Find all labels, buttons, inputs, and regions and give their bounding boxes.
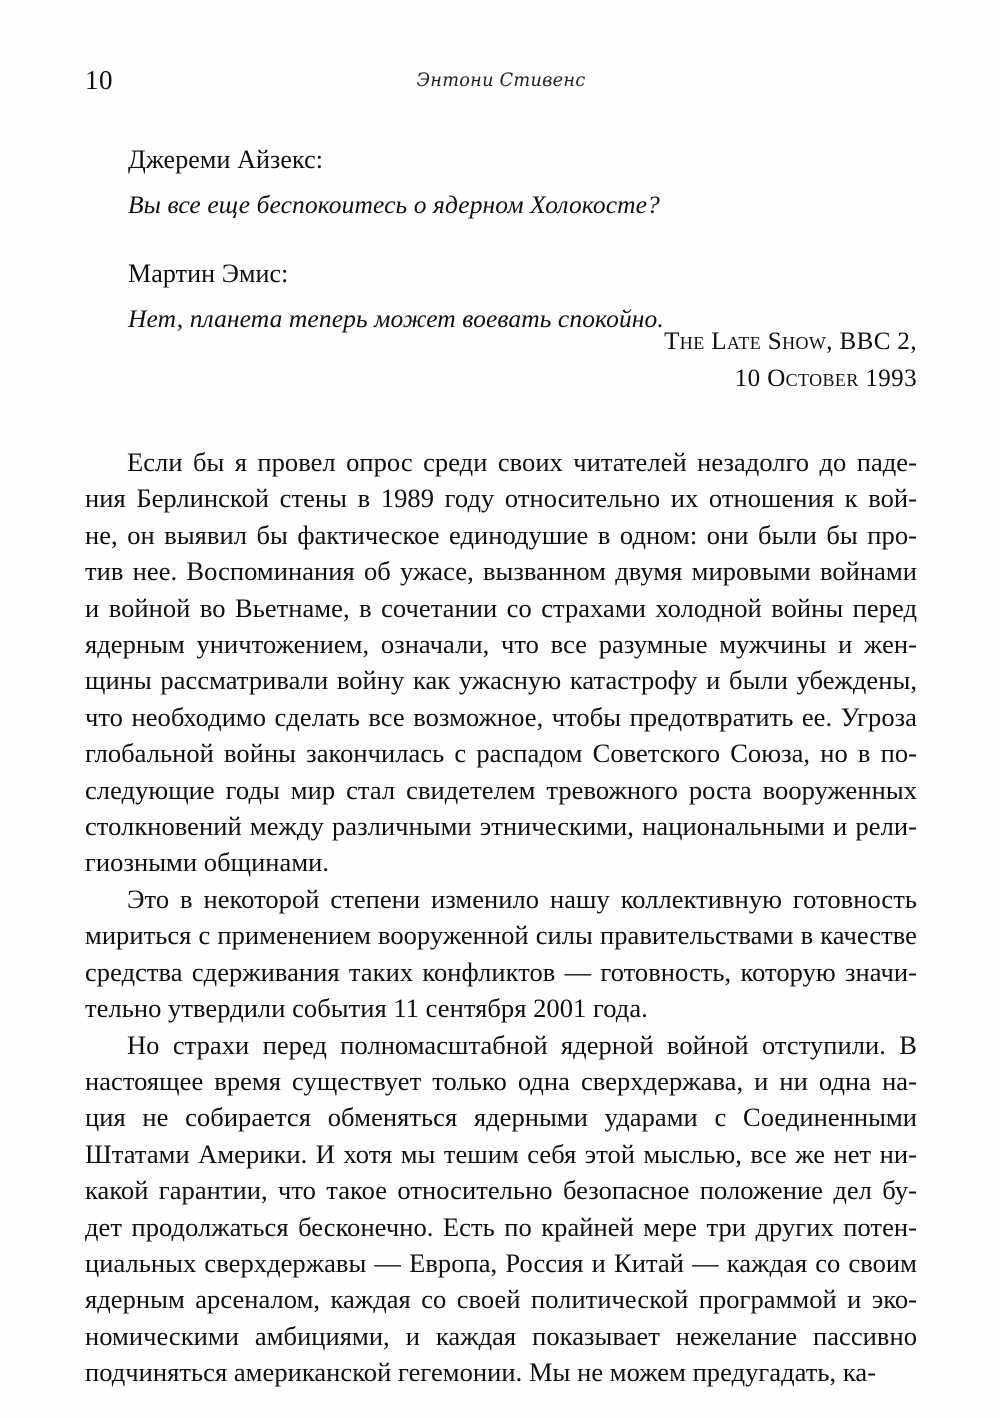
text-line: гиозными общинами. bbox=[85, 847, 330, 878]
text-line: средства сдерживания таких конфликтов — готовность, которую значи- bbox=[85, 956, 917, 987]
running-header bbox=[85, 63, 917, 97]
text-line: мириться с применением вооруженной силы правительствами в качестве bbox=[85, 920, 917, 951]
text-line: ядерным уничтожением, означали, что все разумные мужчины и жен- bbox=[85, 629, 917, 660]
text-line: дет продолжаться бесконечно. Есть по крайней мере три других потен- bbox=[85, 1211, 917, 1242]
text-line: ния Берлинской стены в 1989 году относительно их отношения к вой- bbox=[85, 483, 917, 514]
paragraph bbox=[85, 444, 917, 881]
epigraph-speaker-name: Мартин Эмис: bbox=[128, 259, 289, 288]
text-line: и войной во Вьетнаме, в сочетании со страхами холодной войны перед bbox=[85, 592, 917, 623]
paragraph bbox=[85, 1027, 917, 1391]
running-head-author: Энтони Стивенс bbox=[416, 69, 586, 91]
text-line: щины рассматривали войну как ужасную катастрофу и были убеждены, bbox=[85, 665, 917, 696]
text-line: что необходимо сделать все возможное, чтобы предотвратить ее. Угроза bbox=[85, 701, 917, 732]
epigraph-block bbox=[128, 137, 917, 341]
text-line: Штатами Америки. И хотя мы тешим себя этой мыслью, все же нет ни- bbox=[85, 1138, 917, 1169]
text-line: настоящее время существует только одна сверхдержава, и ни одна на- bbox=[85, 1065, 917, 1096]
text-line: Но страхи перед полномасштабной ядерной войной отступили. В bbox=[127, 1029, 917, 1060]
page-number: 10 bbox=[85, 65, 113, 95]
paragraph bbox=[85, 881, 917, 1027]
text-line: глобальной войны закончилась с распадом Советского Союза, но в по- bbox=[85, 738, 917, 769]
epigraph-exchange bbox=[128, 137, 917, 227]
epigraph-speaker-name: Джереми Айзекс: bbox=[128, 145, 324, 174]
text-line: ция не собирается обменяться ядерными ударами с Соединенными bbox=[85, 1102, 917, 1133]
text-line: тив нее. Воспоминания об ужасе, вызванном двумя мировыми войнами bbox=[85, 556, 917, 587]
text-line: Если бы я провел опрос среди своих читателей незадолго до паде- bbox=[127, 447, 917, 477]
text-line: тельно утвердили события 11 сентября 2001 года. bbox=[85, 993, 648, 1024]
text-line: циальных сверхдержавы — Европа, Россия и Китай — каждая со своим bbox=[85, 1247, 917, 1278]
text-line: подчиняться американской гегемонии. Мы не можем предугадать, ка- bbox=[85, 1357, 877, 1388]
text-line: столкновений между различными этническими, национальными и рели- bbox=[85, 811, 917, 842]
attribution-source: The Late Show, BBC 2, bbox=[664, 328, 917, 355]
text-line: следующие годы мир стал свидетелем тревожного роста вооруженных bbox=[85, 774, 917, 805]
text-line: какой гарантии, что такое относительно безопасное положение дел бу- bbox=[85, 1175, 917, 1206]
epigraph-attribution bbox=[128, 323, 917, 397]
epigraph-speech-text: Вы все еще беспокоитесь о ядерном Холокосте? bbox=[128, 190, 660, 219]
text-line: ядерным арсеналом, каждая со своей политической программой и эко- bbox=[85, 1284, 917, 1315]
text-line: Это в некоторой степени изменило нашу коллективную готовность bbox=[127, 883, 917, 914]
attribution-date: 10 October 1993 bbox=[734, 365, 917, 392]
text-line: номическими амбициями, и каждая показывает нежелание пассивно bbox=[85, 1320, 917, 1351]
body-text bbox=[85, 444, 917, 1391]
epigraph-speech-text: Нет, планета теперь может воевать спокойно. bbox=[128, 304, 664, 333]
text-line: не, он выявил бы фактическое единодушие в одном: они были бы про- bbox=[85, 519, 917, 550]
